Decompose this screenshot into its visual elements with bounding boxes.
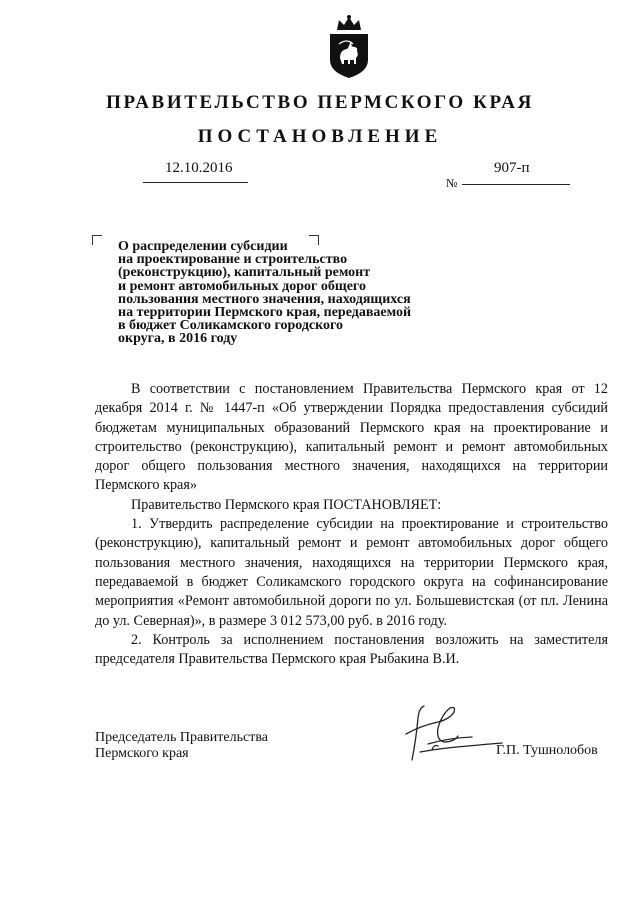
signatory-position: [95, 730, 268, 762]
document-type: ПОСТАНОВЛЕНИЕ: [197, 126, 443, 147]
subject-line: в бюджет Соликамского городского: [118, 318, 344, 334]
subject-line: и ремонт автомобильных дорог общего: [118, 278, 366, 294]
number-underline: [462, 184, 570, 185]
subject-line: пользования местного значения, находящихся: [118, 291, 411, 307]
signatory-name: Г.П. Тушнолобов: [496, 743, 598, 758]
subject-line: округа, в 2016 году: [118, 331, 238, 347]
subject-line: на проектирование и строительство: [118, 252, 348, 268]
document-body: [95, 380, 608, 669]
date-underline: [143, 182, 248, 183]
document-subject: [118, 240, 448, 346]
handwritten-signature-icon: [398, 700, 510, 764]
coat-of-arms-icon: [327, 14, 371, 80]
document-number: 907-п: [494, 160, 530, 176]
subject-line: на территории Пермского края, передаваемой: [118, 305, 412, 321]
subject-line: (реконструкцию), капитальный ремонт: [118, 265, 371, 281]
government-title: ПРАВИТЕЛЬСТВО ПЕРМСКОГО КРАЯ: [106, 92, 534, 113]
signatory-position-line: Пермского края: [95, 746, 189, 761]
paragraph-preamble: В соответствии с постановлением Правительства Пермского края от 12 декабря 2014 г. № 1447-п «Об утверждении Порядка предоставления субсидий бюджетам муниципальных образований Пермского края на проектирование и строительство (реконструкцию), капитальный ремонт и ремонт автомобильных дорог общего пользования местного значения, находящихся на территории Пермского края»: [95, 381, 608, 494]
number-sign: №: [446, 176, 458, 190]
paragraph-item-1: 1. Утвердить распределение субсидии на проектирование и строительство (реконструкцию), капитальный ремонт и ремонт автомобильных дорог общего пользования местного значения, находящихся на территории Пермского края, передаваемой в бюджет Соликамского городского округа на софинансирование мероприятия «Ремонт автомобильной дороги по ул. Большевистская (от пл. Ленина до ул. Северная)», в размере 3 012 573,00 руб. в 2016 году.: [95, 516, 608, 629]
document-date: 12.10.2016: [165, 160, 233, 176]
subject-bracket-left: [92, 235, 102, 245]
subject-line: О распределении субсидии: [118, 239, 288, 254]
signatory-position-line: Председатель Правительства: [95, 730, 268, 745]
paragraph-resolves: Правительство Пермского края ПОСТАНОВЛЯЕТ:: [131, 496, 442, 513]
paragraph-item-2: 2. Контроль за исполнением постановления возложить на заместителя председателя Правительства Пермского края Рыбакина В.И.: [95, 631, 608, 668]
